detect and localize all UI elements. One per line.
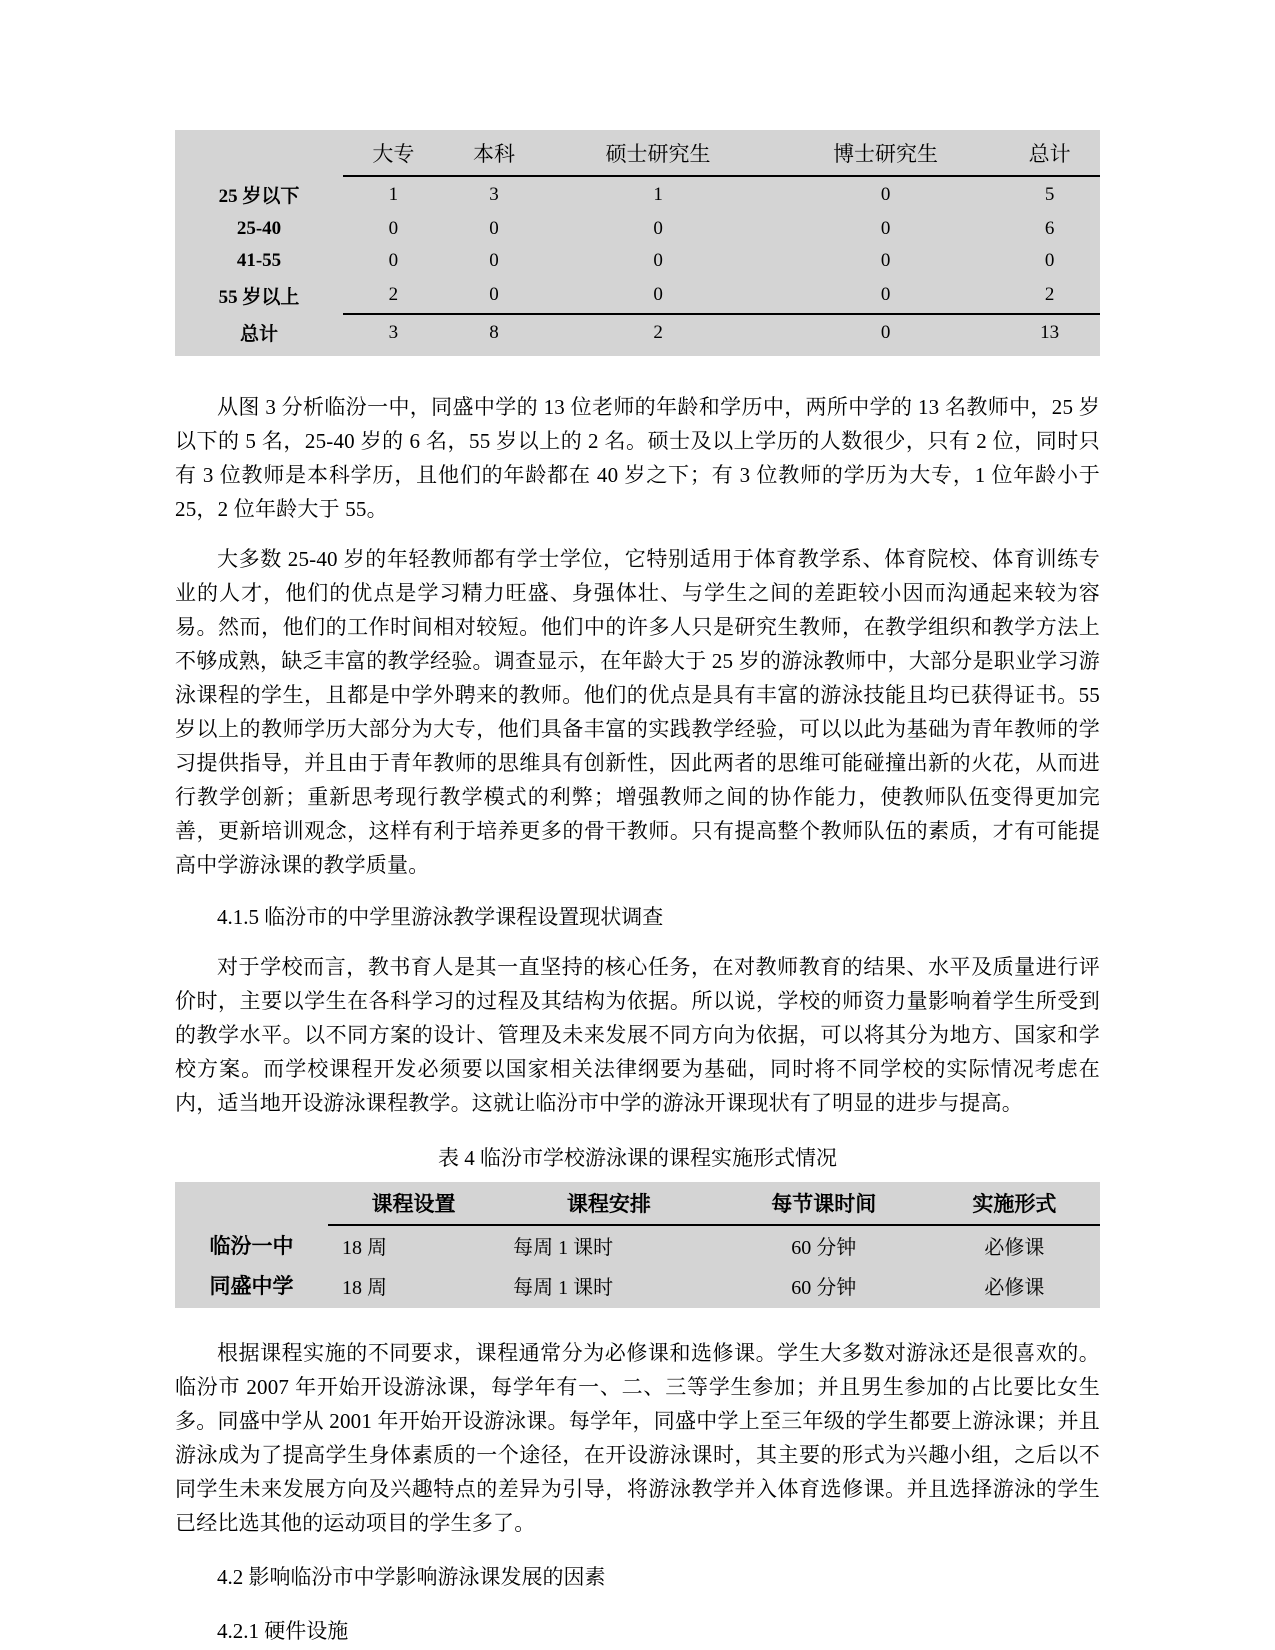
paragraph-teacher-qualifications: 大多数 25-40 岁的年轻教师都有学士学位，它特别适用于体育教学系、体育院校、体育训练专业的人才，他们的优点是学习精力旺盛、身强体壮、与学生之间的差距较小因而沟通起来较为容易。然而，他们的工作时间相对较短。他们中的许多人只是研究生教师，在教学组织和教学方法上不够成熟，缺乏丰富的教学经验。调查显示，在年龄大于 25 岁的游泳教师中，大部分是职业学习游泳课程的学生，且都是中学外聘来的教师。他们的优点是具有丰富的游泳技能且均已获得证书。55 岁以上的教师学历大部分为大专，他们具备丰富的实践教学经验，可以以此为基础为青年教师的学习提供指导，并且由于青年教师的思维具有创新性，因此两者的思维可能碰撞出新的火花，从而进行教学创新；重新思考现行教学模式的利弊；增强教师之间的协作能力，使教师队伍变得更加完善，更新培训观念，这样有利于培养更多的骨干教师。只有提高整个教师队伍的素质，才有可能提高中学游泳课的教学质量。 (175, 547, 1100, 878)
cell: 必修课 (984, 1276, 1045, 1299)
cell: 18 周 (342, 1276, 387, 1299)
table-row (175, 176, 1100, 213)
cell: 0 (388, 250, 399, 271)
cell: 必修课 (984, 1237, 1045, 1260)
table-row (175, 1265, 1100, 1308)
paragraph-curriculum: 对于学校而言，教书育人是其一直坚持的核心任务，在对教师教育的结果、水平及质量进行评价时，主要以学生在各科学习的过程及其结构为依据。所以说，学校的师资力量影响着学生所受到的教学水平。以不同方案的设计、管理及未来发展不同方向为依据，可以将其分为地方、国家和学校方案。而学校课程开发必须要以国家相关法律纲要为基础，同时将不同学校的实际情况考虑在内，适当地开设游泳课程教学。这就让临汾市中学的游泳开课现状有了明显的进步与提高。 (175, 955, 1100, 1116)
column-header-blank (175, 1182, 328, 1225)
cell: 0 (489, 284, 499, 305)
table-header-row (175, 130, 1100, 176)
table-header (175, 1182, 1100, 1225)
column-header-course-schedule: 课程安排 (499, 1182, 719, 1225)
section-heading-4-2: 4.2 影响临汾市中学影响游泳课发展的因素 (217, 1565, 606, 1590)
cell: 13 (999, 314, 1100, 356)
cell: 3 (343, 314, 444, 356)
cell: 0 (653, 218, 663, 239)
row-label: 25-40 (236, 218, 282, 239)
table-4-caption: 表 4 临汾市学校游泳课的课程实施形式情况 (438, 1146, 837, 1171)
section-heading-4-2-1: 4.2.1 硬件设施 (217, 1619, 349, 1644)
column-header-total: 总计 (999, 130, 1100, 176)
table-row (175, 1225, 1100, 1265)
table-body (175, 1225, 1100, 1308)
cell: 0 (653, 284, 663, 305)
cell: 0 (388, 218, 399, 239)
table-header-row (175, 1182, 1100, 1225)
column-header-blank (175, 130, 343, 176)
cell: 0 (880, 250, 891, 271)
table-row (175, 245, 1100, 277)
cell: 60 分钟 (791, 1237, 857, 1260)
cell: 6 (1044, 218, 1055, 239)
cell: 每周 1 课时 (513, 1237, 614, 1260)
cell: 5 (1044, 184, 1055, 205)
cell: 0 (880, 184, 891, 205)
cell: 0 (1044, 250, 1055, 271)
row-label: 同盛中学 (209, 1274, 294, 1299)
paragraph-course-types: 根据课程实施的不同要求，课程通常分为必修课和选修课。学生大多数对游泳还是很喜欢的。临汾市 2007 年开始开设游泳课，每学年有一、二、三等学生参加；并且男生参加的占比要比女生多。同盛中学从 2001 年开始开设游泳课。每学年，同盛中学上至三年级的学生都要上游泳课；并且游泳成为了提高学生身体素质的一个途径，在开设游泳课时，其主要的形式为兴趣小组，之后以不同学生未来发展方向及兴趣特点的差异为引导，将游泳教学并入体育选修课。并且选择游泳的学生已经比选其他的运动项目的学生多了。 (175, 1341, 1100, 1536)
cell: 2 (544, 314, 772, 356)
cell: 60 分钟 (791, 1276, 857, 1299)
table-row (175, 213, 1100, 245)
cell: 18 周 (342, 1237, 387, 1260)
age-degree-table (175, 130, 1100, 356)
column-header-class-duration: 每节课时间 (719, 1182, 929, 1225)
column-header-implementation-form: 实施形式 (929, 1182, 1100, 1225)
cell: 1 (653, 184, 663, 205)
row-label: 临汾一中 (209, 1234, 294, 1259)
cell: 0 (880, 284, 891, 305)
spacer (175, 356, 1100, 390)
row-label: 总计 (239, 324, 278, 345)
column-header-doctor: 博士研究生 (772, 130, 1000, 176)
paragraph-analysis: 从图 3 分析临汾一中，同盛中学的 13 位老师的年龄和学历中，两所中学的 13 名教师中，25 岁以下的 5 名，25-40 岁的 6 名，55 岁以上的 2 名。硕士及以上学历的人数很少，只有 2 位，同时只有 3 位教师是本科学历，且他们的年龄都在 40 岁之下；有 3 位教师的学历为大专，1 位年龄小于 25，2 位年龄大于 55。 (175, 395, 1100, 522)
table-row (175, 277, 1100, 314)
cell: 0 (653, 250, 663, 271)
table-row-total (175, 314, 1100, 356)
cell: 2 (388, 284, 399, 305)
column-header-master: 硕士研究生 (544, 130, 772, 176)
table-body (175, 176, 1100, 356)
cell: 每周 1 课时 (513, 1276, 614, 1299)
spacer (175, 1308, 1100, 1320)
cell: 1 (388, 184, 399, 205)
cell: 3 (489, 184, 499, 205)
cell: 0 (489, 250, 499, 271)
cell: 0 (772, 314, 1000, 356)
section-heading-4-1-5: 4.1.5 临汾市的中学里游泳教学课程设置现状调查 (217, 905, 664, 930)
course-implementation-table (175, 1182, 1100, 1308)
row-label: 41-55 (236, 250, 282, 271)
column-header-benke: 本科 (444, 130, 545, 176)
cell: 0 (489, 218, 499, 239)
cell: 8 (444, 314, 545, 356)
row-label: 55 岁以上 (218, 287, 300, 308)
table-header (175, 130, 1100, 176)
cell: 2 (1044, 284, 1055, 305)
column-header-dazhuan: 大专 (343, 130, 444, 176)
column-header-course-setup: 课程设置 (328, 1182, 499, 1225)
cell: 0 (880, 218, 891, 239)
row-label: 25 岁以下 (218, 186, 300, 207)
